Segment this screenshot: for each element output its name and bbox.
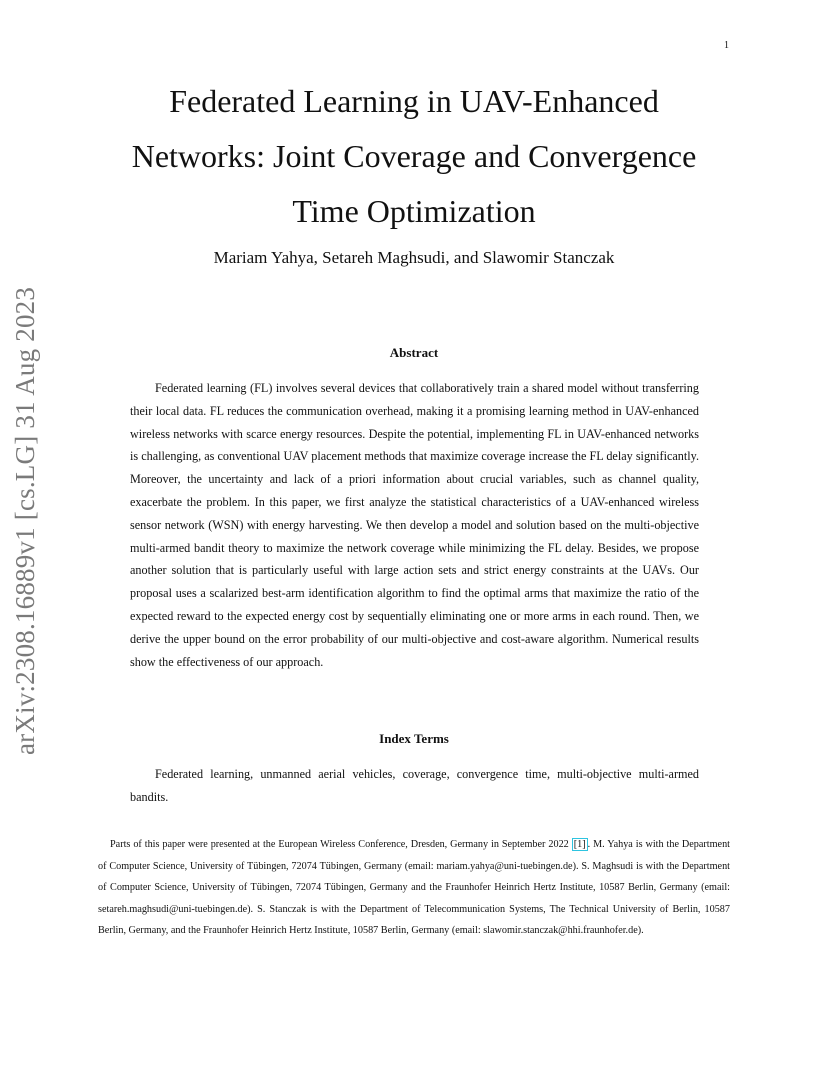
index-terms-heading: Index Terms	[379, 731, 449, 746]
paper-title: Federated Learning in UAV-Enhanced Networks: Joint Coverage and Convergence Time Optimization	[131, 83, 697, 229]
citation-link[interactable]: [1]	[573, 839, 586, 850]
arxiv-stamp: arXiv:2308.16889v1 [cs.LG] 31 Aug 2023	[10, 286, 40, 755]
footnote	[98, 834, 730, 942]
abstract-text: Federated learning (FL) involves several devices that collaboratively train a shared model without transferring their local data. FL reduces the communication overhead, making it a promising learning method in UAV-enhanced wireless networks with scarce energy resources. Despite the potential, implementing FL in UAV-enhanced networks is challenging, as conventional UAV placement methods that maximize coverage increase the FL delay significantly. Moreover, the uncertainty and lack of a priori information about crucial variables, such as channel quality, exacerbate the problem. In this paper, we first analyze the statistical characteristics of a UAV-enhanced wireless sensor network (WSN) with energy harvesting. We then develop a model and solution based on the multi-objective multi-armed bandit theory to maximize the network coverage while minimizing the FL delay. Besides, we propose another solution that is particularly useful with large action sets and strict energy constraints at the UAVs. Our proposal uses a scalarized best-arm identification algorithm to find the optimal arms that maximize the ratio of the expected reward to the expected energy cost by sequentially eliminating one or more arms in each round. Then, we derive the upper bound on the error probability of our multi-objective and cost-aware algorithm. Numerical results show the effectiveness of our approach.	[130, 381, 699, 669]
author-list: Mariam Yahya, Setareh Maghsudi, and Slawomir Stanczak	[213, 248, 615, 267]
page-number: 1	[724, 40, 729, 51]
index-terms-text: Federated learning, unmanned aerial vehicles, coverage, convergence time, multi-objective multi-armed bandits.	[130, 767, 699, 804]
abstract-heading: Abstract	[389, 345, 439, 360]
footnote-text-end: . M. Yahya is with the Department of Computer Science, University of Tübingen, 72074 Tübingen, Germany (email: mariam.yahya@uni-tuebingen.de). S. Maghsudi is with the Department of Computer Science, University of Tübingen, 72074 Tübingen, Germany and the Fraunhofer Heinrich Hertz Institute, 10587 Berlin, Germany (email: setareh.maghsudi@uni-tuebingen.de). S. Stanczak is with the Department of Telecommunication Systems, The Technical University of Berlin, 10587 Berlin, Germany, and the Fraunhofer Heinrich Hertz Institute, 10587 Berlin, Germany (email: slawomir.stanczak@hhi.fraunhofer.de).	[98, 839, 731, 936]
footnote-text-start: Parts of this paper were presented at the European Wireless Conference, Dresden, Germany in September 2022	[110, 839, 572, 850]
